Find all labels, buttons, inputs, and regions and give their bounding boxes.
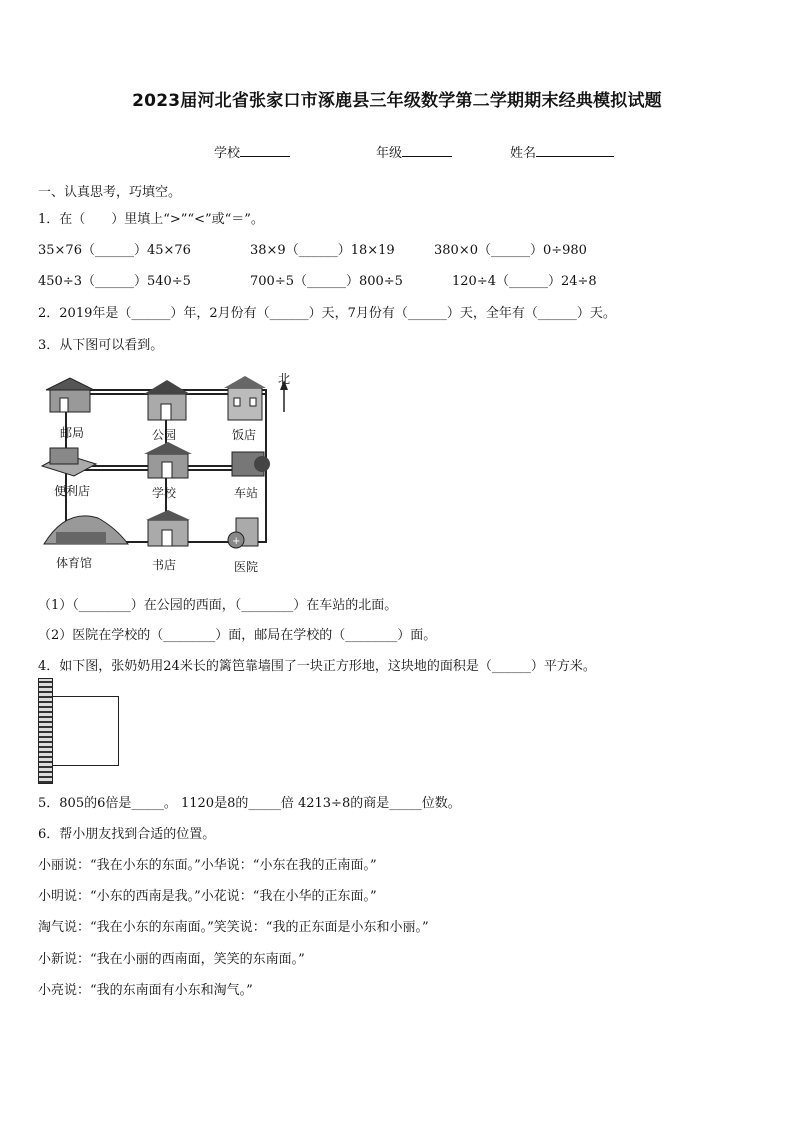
store-label: 便利店: [54, 484, 91, 498]
question-1-item: 35×76（______）45×76: [38, 243, 191, 258]
school-field[interactable]: [214, 142, 290, 161]
wall-figure: [38, 678, 53, 784]
question-5: 5．805的6倍是_____。 1120是8的_____倍 4213÷8的商是_____位数。: [38, 796, 461, 811]
grade-blank[interactable]: [402, 143, 452, 157]
question-6-line: 小丽说：“我在小东的东面。”小华说：“小东在我的正南面。”: [38, 858, 377, 873]
question-6-stem: 6．帮小朋友找到合适的位置。: [38, 827, 216, 842]
question-4: 4．如下图，张奶奶用24米长的篱笆靠墙围了一块正方形地，这块地的面积是（______）平方米。: [38, 659, 596, 674]
question-1-item: 700÷5（______）800÷5: [250, 274, 403, 289]
post-office-icon: [46, 378, 94, 412]
park-icon: [144, 380, 190, 420]
direction-map: [36, 368, 302, 576]
park-label: 公园: [152, 428, 177, 442]
name-blank[interactable]: [536, 143, 614, 157]
question-6-line: 小新说：“我在小丽的西南面，笑笑的东南面。”: [38, 952, 305, 967]
question-3-sub-2: （2）医院在学校的（________）面，邮局在学校的（________）面。: [38, 628, 437, 643]
bookstore-icon: [146, 510, 190, 546]
post-office-label: 邮局: [60, 426, 85, 440]
north-label: 北: [278, 372, 291, 386]
question-6-line: 淘气说：“我在小东的东南面。”笑笑说：“我的正东面是小东和小丽。”: [38, 920, 429, 935]
svg-text:+: +: [232, 536, 241, 547]
school-icon: [144, 442, 192, 478]
square-field-figure: [52, 696, 119, 766]
question-1-item: 120÷4（______）24÷8: [452, 274, 597, 289]
grade-field[interactable]: [376, 142, 452, 161]
map-roads: [36, 368, 302, 576]
school-label: 学校: [214, 146, 241, 161]
school-blank[interactable]: [240, 143, 290, 157]
question-1-item: 380×0（______）0÷980: [434, 243, 587, 258]
question-1-stem: 1．在（ ）里填上“>”“<”或“＝”。: [38, 212, 264, 227]
bookstore-label: 书店: [152, 558, 177, 572]
store-icon: [42, 448, 96, 476]
station-label: 车站: [234, 486, 259, 500]
grade-label: 年级: [376, 146, 403, 161]
hotel-icon: [224, 376, 266, 420]
question-2: 2．2019年是（______）年，2月份有（______）天，7月份有（______）天，全年有（______）天。: [38, 306, 616, 321]
question-6-line: 小明说：“小东的西南是我。”小花说：“我在小华的正东面。”: [38, 889, 377, 904]
hospital-icon: [228, 518, 258, 548]
hospital-label: 医院: [234, 560, 259, 574]
name-label: 姓名: [510, 146, 537, 161]
school-map-label: 学校: [152, 486, 177, 500]
station-icon: [232, 452, 270, 476]
section-heading: 一、认真思考，巧填空。: [38, 185, 182, 200]
question-1-item: 38×9（______）18×19: [250, 243, 395, 258]
gym-icon: [44, 516, 128, 544]
hotel-label: 饭店: [232, 428, 257, 442]
page-title: 2023届河北省张家口市涿鹿县三年级数学第二学期期末经典模拟试题: [132, 91, 662, 111]
name-field[interactable]: [510, 142, 614, 161]
question-1-item: 450÷3（______）540÷5: [38, 274, 191, 289]
question-3-stem: 3．从下图可以看到。: [38, 338, 164, 353]
question-6-line: 小亮说：“我的东南面有小东和淘气。”: [38, 983, 253, 998]
gym-label: 体育馆: [56, 556, 93, 570]
question-3-sub-1: （1）（________）在公园的西面，（________）在车站的北面。: [38, 598, 398, 613]
